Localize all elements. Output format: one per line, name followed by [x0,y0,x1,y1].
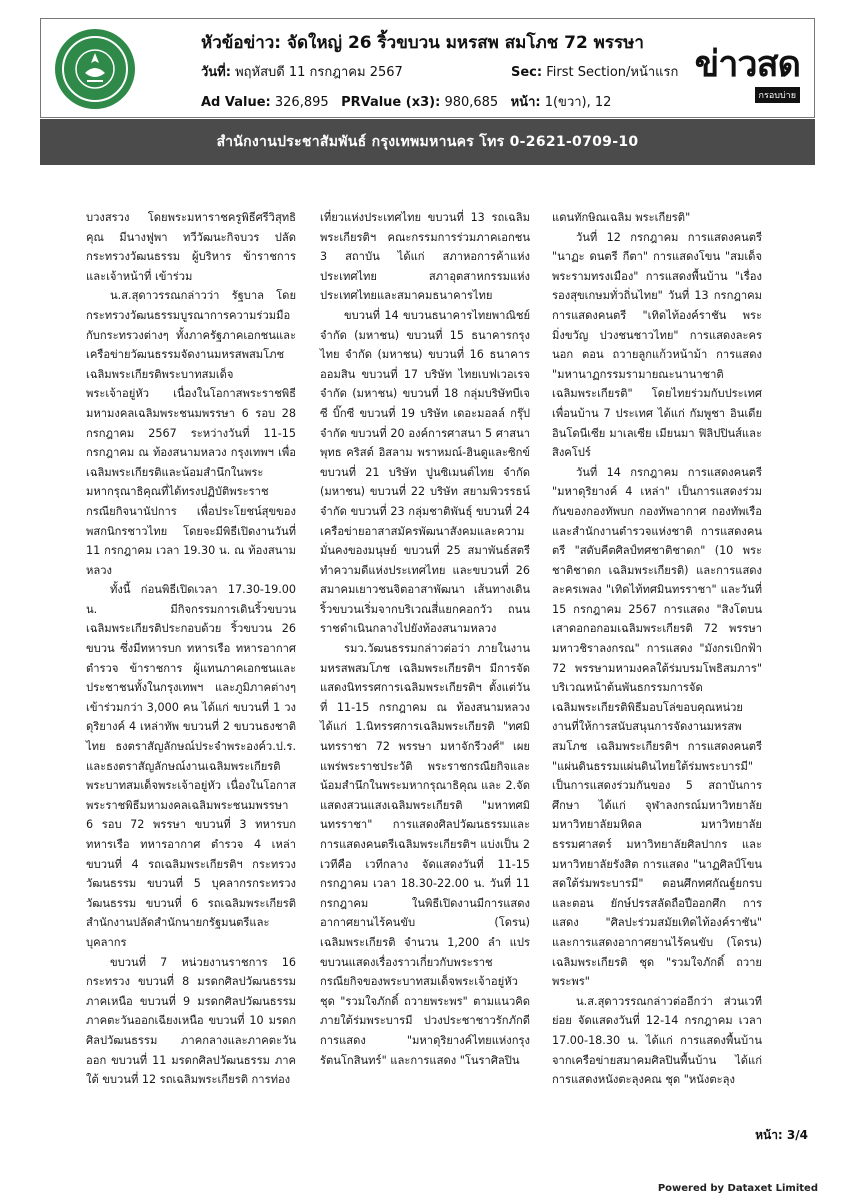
seal-emblem-icon [73,47,117,91]
khaosod-logo [692,44,800,103]
ad-value-label: Ad Value: [201,95,271,110]
page-value: 1(ขวา), 12 [544,95,612,110]
headline-text: จัดใหญ่ 26 ริ้วขบวน มหรสพ สมโภช 72 พรรษา [287,33,644,53]
logo-edition-tag: กรอบบ่าย [755,87,800,103]
article-column-3 [552,208,762,1090]
bangkok-seal-icon [55,29,135,109]
value-row [201,91,611,112]
article-column-1 [86,208,296,1090]
date-label: วันที่: [201,65,231,80]
page-number: หน้า: 3/4 [755,1128,808,1142]
date-row [201,61,403,82]
clipping-header [40,18,815,118]
section-value: First Section/หน้าแรก [546,65,679,80]
headline-row [201,29,644,56]
date-value: พฤหัสบดี 11 กรกฎาคม 2567 [235,65,403,80]
paragraph: แดนทักษิณเฉลิม พระเกียรติ" [552,211,691,224]
paragraph: รมว.วัฒนธรรมกล่าวต่อว่า ภายในงานมหรสพสมโภช เฉลิมพระเกียรติฯ มีการจัดแสดงนิทรรศการเฉลิมพระเกียรติฯ ตั้งแต่วันที่ 11-15 กรกฎาคม ณ ท้องสนามหลวง ได้แก่ 1.นิทรรศการเฉลิมพระเกียรติ "ทศมินทรราชา 72 พรรษา มหาจักรีวงศ์" เผยแพร่พระราชประวัติ พระราชกรณียกิจและน้อมสำนึกในพระมหากรุณาธิคุณ และ 2.จัดแสดงสวนแสงเฉลิมพระเกียรติ "มหาทศมินทรราชา" การแสดงศิลปวัฒนธรรมและการแสดงคนตรีเฉลิมพระเกียรติฯ แบ่งเป็น 2 เวทีคือ เวทีกลาง จัดแสดงวันที่ 11-15 กรกฎาคม เวลา 18.30-22.00 น. วันที่ 11 กรกฎาคม ในพิธีเปิดงานมีการแสดงอากาศยานไร้คนขับ (โดรน) เฉลิมพระเกียรติ จำนวน 1,200 ลำ แปรขบวนแสดงเรื่องราวเกี่ยวกับพระราชกรณียกิจของพระบาทสมเด็จพระเจ้าอยู่หัว ชุด "รวมใจภักดิ์ ถวายพระพร" ตามแนวคิดภายใต้ร่มพระบารมี ปวงประชาชาวรักภักดี การแสดง "มหาดุริยางค์ไทยแห่งกรุงรัตนโกสินทร์" และการแสดง "โนราศิลปิน [320,642,530,1067]
office-contact-bar: สำนักงานประชาสัมพันธ์ กรุงเทพมหานคร โทร 0-2621-0709-10 [40,119,815,165]
paragraph: ทั้งนี้ ก่อนพิธีเปิดเวลา 17.30-19.00 น. มีกิจกรรมการเดินริ้วขบวนเฉลิมพระเกียรติประกอบด้วย ริ้วขบวน 26 ขบวน ซึ่งมีทหารบก ทหารเรือ ทหารอากาศ ตำรวจ ข้าราชการ ผู้แทนภาคเอกชนและประชาชนทั้งในกรุงเทพฯ และภูมิภาคต่างๆ เข้าร่วมกว่า 3,000 คน ได้แก่ ขบวนที่ 1 วงดุริยางค์ 4 เหล่าทัพ ขบวนที่ 2 ขบวนธงชาติไทย ธงตราสัญลักษณ์ประจำพระองค์ว.ป.ร. และธงตราสัญลักษณ์งานเฉลิมพระเกียรติพระบาทสมเด็จพระเจ้าอยู่หัว เนื่องในโอกาสพระราชพิธีมหามงคลเฉลิมพระชนมพรรษา 6 รอบ 72 พรรษา ขบวนที่ 3 ทหารบก ทหารเรือ ทหารอากาศ ตำรวจ 4 เหล่า ขบวนที่ 4 รถเฉลิมพระเกียรติฯ กระทรวงวัฒนธรรม ขบวนที่ 5 บุคลากรกระทรวงวัฒนธรรม ขบวนที่ 6 รถเฉลิมพระเกียรติ สำนักงานปลัดสำนักนายกรัฐมนตรีและบุคลากร [86,583,296,949]
paragraph: วันที่ 14 กรกฎาคม การแสดงคนตรี "มหาดุริยางค์ 4 เหล่า" เป็นการแสดงร่วมกันของกองทัพบก กองทัพอากาศ กองทัพเรือและสำนักงานตำรวจแห่งชาติ การแสดงคนตรี "สดับคีตศิลป์ทศชาติชาดก" (10 พระชาติชาดก เฉลิมพระเกียรติ) และการแสดงละครเพลง "เทิดไท้ทศมินทรราชา" และวันที่ 15 กรกฎาคม 2567 การแสดง "สิงโตบนเสาดอกอกอมเฉลิมพระเกียรติ 72 พรรษามหาวชิราลงกรณ" การแสดง "มังกรเบิกฟ้า 72 พรรษามหามงคลใต้ร่มบรมโพธิสมภาร" บริเวณหน้าต้นพันธกรรมการจัดเฉลิมพระเกียรติพิธีมอบโล่ขอบคุณหน่วยงานที่ให้การสนับสนุนการจัดงานมหรสพสมโภช เฉลิมพระเกียรติฯ การแสดงคนตรี "แผ่นดินธรรมแผ่นดินไทยใต้ร่มพระบารมี" เป็นการแสดงร่วมกันของ 5 สถาบันการศึกษา ได้แก่ จุฬาลงกรณ์มหาวิทยาลัย มหาวิทยาลัยมหิดล มหาวิทยาลัยธรรมศาสตร์ มหาวิทยาลัยศิลปากร และมหาวิทยาลัยรังสิต การแสดง "นาฏศิลป์โขนสดใต้ร่มพระบารมี" ตอนศึกทศกัณฐ์ยกรบ และตอน ยักษ์ปรรสลัดถือปืออกศึก การแสดง "ศิลปะร่วมสมัยเทิดไท้องค์ราชัน" และการแสดงอากาศยานไร้คนขับ (โดรน) เฉลิมพระเกียรติ ชุด "รวมใจภักดิ์ ถวายพระพร" [552,465,762,989]
page-label: หน้า: [510,95,541,110]
paragraph: บวงสรวง โดยพระมหาราชครูพิธีศรีวิสุทธิคุณ มีนางฟูพา ทวีวัฒนะกิจบวร ปลัดกระทรวงวัฒนธรรม ผู้บริหาร ข้าราชการ และเจ้าหน้าที่ เข้าร่วม [86,211,296,283]
paragraph: ขบวนที่ 7 หน่วยงานราชการ 16 กระทรวง ขบวนที่ 8 มรดกศิลปวัฒนธรรมภาคเหนือ ขบวนที่ 9 มรดกศิลปวัฒนธรรมภาคตะวันออกเฉียงเหนือ ขบวนที่ 10 มรดกศิลปวัฒนธรรม ภาคกลางและภาคตะวันออก ขบวนที่ 11 มรดกศิลปวัฒนธรรม ภาคใต้ ขบวนที่ 12 รถเฉลิมพระเกียรติ การท่อง [86,955,296,1087]
pr-value: 980,685 [444,95,499,110]
section-row [511,61,678,82]
paragraph: น.ส.สุดาวรรณกล่าวต่ออีกว่า ส่วนเวทีย่อย จัดแสดงวันที่ 12-14 กรกฎาคม เวลา 17.00-18.30 น. ได้แก่ การแสดงพื้นบ้านจากเครือข่ายสมาคมศิลปินพื้นบ้าน ได้แก่การแสดงหนังตะลุงคณ ชุด "หนังตะลุง [552,994,762,1087]
paragraph: น.ส.สุดาวรรณกล่าวว่า รัฐบาล โดยกระทรวงวัฒนธรรมบูรณาการความร่วมมือกับกระทรวงต่างๆ ทั้งภาครัฐภาคเอกชนและเครือข่ายวัฒนธรรมจัดงานมหรสพสมโภช เฉลิมพระเกียรติพระบาทสมเด็จพระเจ้าอยู่หัว เนื่องในโอกาสพระราชพิธีมหามงคลเฉลิมพระชนมพรรษา 6 รอบ 28 กรกฎาคม 2567 ระหว่างวันที่ 11-15 กรกฎาคม ณ ท้องสนามหลวง กรุงเทพฯ เพื่อเฉลิมพระเกียรติและน้อมสำนึกในพระมหากรุณาธิคุณที่ได้ทรงปฏิบัติพระราชกรณียกิจนานัปการ เพื่อประโยชน์สุขของพสกนิกรชาวไทย โดยจะมีพิธีเปิดงานวันที่ 11 กรกฎาคม เวลา 19.30 น. ณ ท้องสนามหลวง [86,289,296,577]
pr-value-label: PRValue (x3): [341,95,441,110]
article-column-2 [320,208,530,1070]
section-label: Sec: [511,65,543,80]
ad-value: 326,895 [274,95,329,110]
paragraph: ขบวนที่ 14 ขบวนธนาคารไทยพาณิชย์ จำกัด (มหาชน) ขบวนที่ 15 ธนาคารกรุงไทย จำกัด (มหาชน) ขบวนที่ 16 ธนาคารออมสิน ขบวนที่ 17 บริษัท ไทยเบฟเวอเรจ จำกัด (มหาชน) ขบวนที่ 18 กลุ่มบริษัทบีเจซี บิ๊กซี ขบวนที่ 19 บริษัท เดอะมอลล์ กรุ๊ป จำกัด ขบวนที่ 20 องค์การศาสนา 5 ศาสนาพุทธ คริสต์ อิสลาม พราหมณ์-ฮินดูและซิกข์ ขบวนที่ 21 บริษัท ปูนซิเมนต์ไทย จำกัด (มหาชน) ขบวนที่ 22 บริษัท สยามพิวรรธน์ จำกัด ขบวนที่ 23 กลุ่มชาติพันธุ์ ขบวนที่ 24 เครือข่ายอาสาสมัครพัฒนาสังคมและความมั่นคงของมนุษย์ ขบวนที่ 25 สมาพันธ์สตรี ทำความดีแห่งประเทศไทย และขบวนที่ 26 สมาคมเยาวชนจิตอาสาพัฒนา เส้นทางเดินริ้วขบวนเริ่มจากบริเวณสี่แยกคอกวัว ถนนราชดำเนินกลางไปยังท้องสนามหลวง [320,308,530,636]
article-body [86,208,766,1088]
powered-by-credit: Powered by Dataxet Limited [657,1183,818,1194]
logo-text: ข่าวสด [694,44,800,85]
paragraph: วันที่ 12 กรกฎาคม การแสดงคนตรี "นาฏะ ดนตรี กีตา" การแสดงโขน "สมเด็จพระรามทรงเมือง" การแสดงพื้นบ้าน "เรื่องรองสุขเกษมทั่วถิ่นไทย" วันที่ 13 กรกฎาคม การแสดงคนตรี "เทิดไท้องค์ราชัน พระมิ่งขวัญ ปวงชนชาวไทย" การแสดงละครนอก ตอน ถวายลูกแก้วหน้าม้า การแสดง "มหานาฏกรรมรามายณะนานาชาติเฉลิมพระเกียรติ" โดยไทยร่วมกับประเทศเพื่อนบ้าน 7 ประเทศ ได้แก่ กัมพูชา อินเดีย อินโดนีเซีย มาเลเซีย เมียนมา ฟิลิปปินส์และสิงคโปร์ [552,230,762,460]
paragraph: เที่ยวแห่งประเทศไทย ขบวนที่ 13 รถเฉลิมพระเกียรติฯ คณะกรรมการร่วมภาคเอกชน 3 สถาบัน ได้แก่ สภาหอการค้าแห่งประเทศไทย สภาอุตสาหกรรมแห่งประเทศไทยและสมาคมธนาคารไทย [320,211,530,303]
headline-label: หัวข้อข่าว: [201,33,282,53]
seal-inner-ring [62,36,128,102]
